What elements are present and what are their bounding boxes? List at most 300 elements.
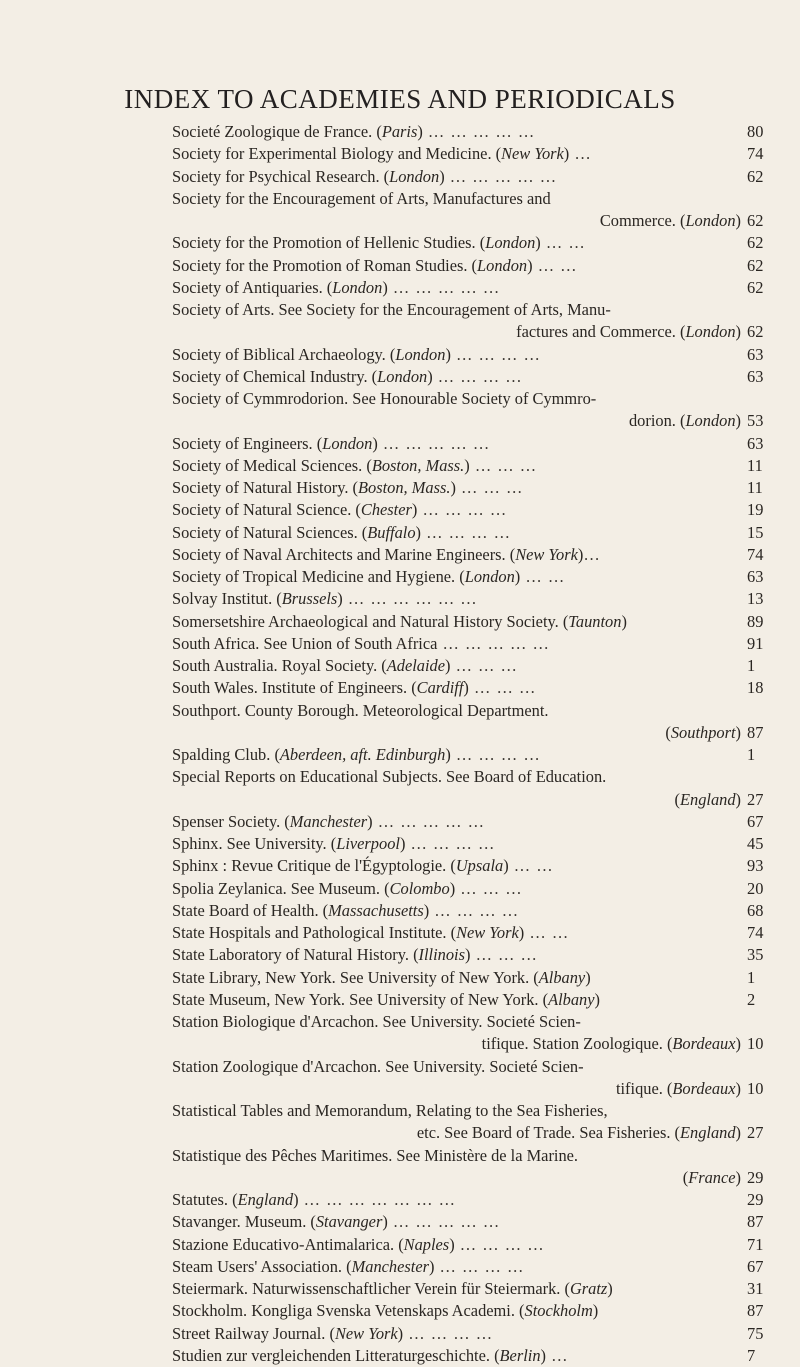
entry-text: Society of Chemical Industry. ( (172, 366, 378, 386)
page-number: 29 (747, 1167, 764, 1187)
entry-text: Solvay Institut. ( (172, 589, 282, 609)
entry-text: Society for the Promotion of Roman Studies. ( (172, 255, 478, 275)
leader-dots: … … … … (429, 900, 520, 920)
page-number: 89 (747, 611, 764, 631)
entry-location: Upsala (455, 856, 504, 876)
entry-text: Commerce. ( (599, 211, 686, 230)
entry-title (172, 700, 800, 722)
index-entry (172, 366, 800, 388)
page-number: 62 (747, 255, 764, 275)
leader-dots: … … … … (434, 1256, 525, 1276)
entry-title (172, 967, 800, 989)
entry-text: ) (592, 1301, 599, 1321)
index-entry (172, 588, 800, 610)
entry-text: ) (415, 522, 421, 542)
leader-dots: … … … … … (437, 633, 550, 653)
entry-location: Massachusetts (328, 900, 424, 920)
entry-location: England (237, 1190, 294, 1209)
entry-continuation (172, 210, 800, 232)
entry-location: New York (456, 923, 519, 942)
entry-location: Manchester (289, 811, 368, 831)
entry-text: ) (439, 166, 445, 186)
entry-text: ) (465, 945, 471, 965)
index-entry (172, 833, 800, 855)
entry-title (172, 433, 800, 455)
leader-dots: … (569, 144, 592, 164)
entry-title (172, 900, 800, 922)
entry-location: Cardiff (416, 678, 464, 698)
page-number: 19 (747, 500, 764, 520)
entry-title (172, 611, 800, 633)
entry-text: Sphinx : Revue Critique de l'Égyptologie. ( (172, 856, 456, 876)
entry-text: ) (563, 144, 570, 164)
index-entry (172, 299, 800, 344)
entry-title (172, 833, 800, 855)
index-entry (172, 455, 800, 477)
entry-location: Berlin (499, 1345, 541, 1365)
leader-dots: … … … (455, 878, 523, 898)
page-number: 10 (747, 1078, 764, 1098)
entry-title (172, 344, 800, 366)
entry-text: ) (607, 1279, 613, 1298)
page-number: 63 (747, 567, 764, 586)
leader-dots: … … … … … … … (298, 1190, 456, 1209)
index-entry (172, 655, 800, 677)
entry-text: ) (735, 1167, 741, 1187)
entry-text: etc. See Board of Trade. Sea Fisheries. ( (416, 1123, 680, 1143)
entry-text: Steiermark. Naturwissenschaftlicher Verein für Steiermark. ( (172, 1279, 570, 1298)
index-entry (172, 1011, 800, 1056)
entry-title (172, 1011, 800, 1033)
page-number: 62 (747, 211, 764, 230)
leader-dots: … … … (468, 678, 537, 698)
entry-text: ) (367, 811, 373, 831)
entry-text: Station Zoologique d'Arcachon. See University. Societé Scien- (172, 1056, 584, 1076)
entry-text: ) (735, 322, 741, 342)
entry-location: Aberdeen, aft. Edinburgh (279, 745, 446, 764)
entry-continuation (172, 1033, 800, 1055)
entry-text: Stockholm. Kongliga Svenska Vetenskaps Academi. ( (172, 1301, 525, 1321)
entry-text: ) (445, 344, 451, 364)
index-entry (172, 499, 800, 521)
entry-text: Society for Experimental Biology and Medicine. ( (172, 144, 502, 164)
leader-dots: … … … (470, 945, 538, 965)
entry-location: Bordeaux (672, 1078, 736, 1098)
entry-title (172, 989, 800, 1011)
entry-location: Buffalo (367, 522, 416, 542)
entry-text: ) (427, 366, 433, 386)
page-number: 68 (747, 900, 764, 920)
entry-text: ) (518, 923, 525, 942)
entry-location: Illinois (418, 945, 465, 965)
entry-text: Station Biologique d'Arcachon. See University. Societé Scien- (172, 1012, 581, 1031)
entry-location: Chester (360, 500, 412, 520)
index-entry (172, 143, 800, 165)
entry-text: Sphinx. See University. ( (172, 834, 337, 853)
entry-text: Statistique des Pêches Maritimes. See Ministère de la Marine. (172, 1145, 579, 1165)
entry-text: Society of Cymmrodorion. See Honourable Society of Cymmro- (172, 389, 597, 408)
entry-text: ( (682, 1167, 689, 1187)
index-entry (172, 811, 800, 833)
entry-text: ) (293, 1190, 299, 1209)
entry-text: Society of Arts. See Society for the Encouragement of Arts, Manu- (172, 300, 611, 319)
entry-text: South Wales. Institute of Engineers. ( (172, 678, 417, 698)
entry-text: ) (445, 745, 451, 764)
leader-dots: … … … … (405, 834, 496, 853)
index-entries (172, 121, 800, 1367)
page-number: 11 (747, 478, 763, 497)
entry-title (172, 1278, 800, 1300)
leader-dots: … … … … … (377, 433, 491, 453)
entry-location: Adelaide (386, 656, 445, 675)
page-number: 62 (747, 277, 764, 297)
index-entry (172, 677, 800, 699)
index-entry (172, 232, 800, 254)
index-entry (172, 967, 800, 989)
page-number: 1 (747, 656, 756, 675)
entry-text: ) (337, 589, 343, 609)
entry-continuation (172, 722, 800, 744)
entry-location: Albany (548, 989, 595, 1009)
entry-text: ) (735, 722, 741, 742)
page-number: 35 (747, 945, 764, 965)
entry-title (172, 255, 800, 277)
entry-title (172, 1300, 800, 1322)
entry-title (172, 121, 800, 143)
entry-text: ( (674, 789, 680, 809)
entry-title (172, 366, 800, 388)
page-number: 27 (747, 1123, 764, 1143)
page-number: 27 (747, 789, 764, 809)
entry-location: Taunton (568, 611, 622, 631)
entry-text: Somersetshire Archaeological and Natural History Society. ( (172, 611, 569, 631)
entry-title (172, 522, 800, 544)
entry-text: Spenser Society. ( (172, 811, 290, 831)
page-number: 20 (747, 878, 764, 898)
entry-text: Spalding Club. ( (172, 745, 280, 764)
page-number: 91 (747, 633, 764, 653)
entry-title (172, 655, 800, 677)
entry-text: ) (735, 1123, 741, 1143)
entry-text: ) (735, 789, 741, 809)
leader-dots: … … (540, 233, 586, 253)
entry-continuation (172, 410, 800, 432)
leader-dots: … … … … … (444, 166, 558, 186)
index-entry (172, 944, 800, 966)
index-entry (172, 522, 800, 544)
page-number: 74 (747, 144, 764, 164)
index-entry (172, 1300, 800, 1322)
index-entry (172, 1056, 800, 1101)
index-entry (172, 1211, 800, 1233)
entry-text: ) (423, 900, 430, 920)
leader-dots: … … … … (454, 1234, 545, 1254)
page-number: 67 (747, 811, 764, 831)
entry-text: ) (735, 1078, 741, 1098)
entry-text: ) (577, 544, 584, 564)
entry-text: South Australia. Royal Society. ( (172, 656, 387, 675)
entry-text: ) (417, 122, 423, 141)
entry-title (172, 277, 800, 299)
entry-title (172, 744, 800, 766)
page-number: 63 (747, 433, 764, 453)
entry-location: Gratz (569, 1279, 608, 1298)
index-entry (172, 1256, 800, 1278)
entry-location: Stavanger (315, 1212, 383, 1232)
page-number: 63 (747, 366, 764, 386)
index-entry (172, 1345, 800, 1367)
page-number: 63 (747, 344, 764, 364)
index-entry (172, 633, 800, 655)
page-number: 11 (747, 455, 763, 475)
entry-title (172, 1256, 800, 1278)
entry-text: Special Reports on Educational Subjects. See Board of Education. (172, 767, 607, 787)
page-number: 93 (747, 856, 764, 876)
index-entry (172, 188, 800, 233)
entry-location: Stockholm (524, 1301, 593, 1321)
entry-title (172, 766, 800, 788)
entry-text: Society of Tropical Medicine and Hygiene. ( (172, 567, 465, 586)
entry-title (172, 544, 800, 566)
entry-title (172, 588, 800, 610)
entry-title (172, 188, 800, 210)
index-entry (172, 1323, 800, 1345)
entry-title (172, 143, 800, 165)
entry-location: London (477, 255, 528, 275)
entry-title (172, 232, 800, 254)
entry-text: Society for the Encouragement of Arts, Manufactures and (172, 188, 551, 208)
index-entry (172, 344, 800, 366)
entry-text: ) (449, 878, 456, 898)
index-entry (172, 566, 800, 588)
index-entry (172, 744, 800, 766)
page-number: 67 (747, 1256, 764, 1276)
page-number: 62 (747, 233, 764, 253)
page-number: 18 (747, 678, 764, 698)
entry-text: ) (585, 967, 591, 987)
index-entry (172, 121, 800, 143)
entry-text: Statutes. ( (172, 1190, 238, 1209)
entry-location: Naples (403, 1234, 450, 1254)
entry-continuation (172, 1122, 800, 1144)
entry-location: Bordeaux (672, 1034, 736, 1054)
leader-dots: … … … (469, 455, 538, 475)
entry-location: Paris (381, 122, 418, 141)
page-number: 15 (747, 522, 764, 542)
page-number: 13 (747, 589, 764, 609)
index-entry (172, 477, 800, 499)
entry-location: London (322, 433, 373, 453)
page-number: 80 (747, 122, 764, 141)
entry-location: New York (334, 1323, 398, 1343)
entry-location: Colombo (389, 878, 450, 898)
entry-text: ) (463, 678, 469, 698)
entry-text: Society of Naval Architects and Marine Engineers. ( (172, 544, 516, 564)
entry-title (172, 455, 800, 477)
entry-title (172, 499, 800, 521)
entry-text: ) (382, 277, 388, 297)
entry-text: Society of Natural History. ( (172, 478, 359, 497)
entry-text: State Library, New York. See University of New York. ( (172, 967, 539, 987)
entry-text: Street Railway Journal. ( (172, 1323, 335, 1343)
entry-title (172, 166, 800, 188)
entry-text: ) (397, 1323, 404, 1343)
entry-text: South Africa. See Union of South Africa (172, 633, 438, 653)
entry-text: tifique. ( (615, 1078, 673, 1098)
entry-text: ) (411, 500, 418, 520)
entry-location: Boston, Mass. (358, 478, 451, 497)
entry-text: ) (445, 656, 451, 675)
entry-text: ) (450, 478, 456, 497)
leader-dots: … … … … … (387, 1212, 501, 1232)
entry-title (172, 1323, 800, 1345)
entry-location: London (685, 211, 736, 230)
entry-text: State Laboratory of Natural History. ( (172, 945, 419, 965)
entry-text: Society of Biblical Archaeology. ( (172, 344, 396, 364)
index-entry (172, 277, 800, 299)
leader-dots: … (545, 1345, 569, 1365)
entry-text: ( (665, 722, 671, 742)
entry-location: England (679, 1123, 736, 1143)
entry-location: Brussels (281, 589, 338, 609)
entry-location: Manchester (351, 1256, 429, 1276)
entry-title (172, 299, 800, 321)
entry-title (172, 1345, 800, 1367)
entry-title (172, 1100, 800, 1122)
entry-title (172, 388, 800, 410)
entry-text: Society of Engineers. ( (172, 433, 323, 453)
index-entry (172, 700, 800, 745)
entry-title (172, 922, 800, 944)
entry-text: ) (594, 989, 600, 1009)
index-entry (172, 922, 800, 944)
entry-text: Stavanger. Museum. ( (172, 1212, 316, 1232)
entry-title (172, 944, 800, 966)
entry-text: Society of Natural Science. ( (172, 500, 361, 520)
entry-text: Society of Natural Sciences. ( (172, 522, 368, 542)
leader-dots: … … … … … (422, 122, 536, 141)
entry-location: London (685, 411, 736, 431)
index-entry (172, 878, 800, 900)
entry-location: Boston, Mass. (371, 455, 465, 475)
index-entry (172, 166, 800, 188)
entry-text: State Board of Health. ( (172, 900, 329, 920)
entry-text: Studien zur vergleichenden Litteraturgeschichte. ( (172, 1345, 500, 1365)
entry-location: Liverpool (336, 834, 400, 853)
entry-location: London (389, 166, 440, 186)
entry-text: ) (735, 1034, 741, 1054)
index-entry (172, 989, 800, 1011)
entry-location: England (679, 789, 736, 809)
leader-dots: … … (508, 856, 554, 876)
entry-location: London (464, 567, 515, 586)
entry-text: ) (382, 1212, 388, 1232)
page-number: 74 (747, 923, 764, 942)
entry-text: ) (503, 856, 509, 876)
page-number: 75 (747, 1323, 764, 1343)
entry-text: Stazione Educativo-Antimalarica. ( (172, 1234, 404, 1254)
entry-title (172, 633, 800, 655)
leader-dots: … … … (450, 656, 518, 675)
page-number: 2 (747, 989, 756, 1009)
entry-continuation (172, 321, 800, 343)
leader-dots: … … (532, 255, 578, 275)
entry-text: ) (621, 611, 627, 631)
entry-title (172, 811, 800, 833)
entry-title (172, 566, 800, 588)
page-number: 45 (747, 834, 764, 853)
entry-title (172, 1145, 800, 1167)
index-entry (172, 611, 800, 633)
entry-text: ) (735, 411, 741, 431)
entry-text: ) (514, 567, 521, 586)
entry-text: ) (464, 455, 470, 475)
entry-text: Southport. County Borough. Meteorological Department. (172, 700, 549, 720)
entry-text: ) (540, 1345, 546, 1365)
entry-continuation (172, 1078, 800, 1100)
entry-text: tifique. Station Zoologique. ( (481, 1034, 673, 1054)
entry-title (172, 1056, 800, 1078)
page-number: 53 (747, 411, 764, 431)
entry-location: New York (515, 544, 578, 564)
entry-text: ) (535, 233, 541, 253)
index-entry (172, 900, 800, 922)
page-number: 87 (747, 1301, 764, 1321)
leader-dots: … … … … (421, 522, 511, 542)
entry-title (172, 855, 800, 877)
page-number: 87 (747, 722, 764, 742)
entry-text: Steam Users' Association. ( (172, 1256, 352, 1276)
leader-dots: … … (520, 567, 566, 586)
entry-location: Southport (670, 722, 736, 742)
page-number: 31 (747, 1279, 764, 1298)
entry-location: London (685, 322, 736, 342)
entry-title (172, 677, 800, 699)
page-number: 1 (747, 967, 756, 987)
index-entry (172, 544, 800, 566)
index-entry (172, 388, 800, 433)
entry-location: London (485, 233, 536, 253)
index-entry (172, 1278, 800, 1300)
leader-dots: … … … … (450, 745, 541, 764)
entry-title (172, 1234, 800, 1256)
index-entry (172, 855, 800, 877)
entry-text: Society of Antiquaries. ( (172, 277, 333, 297)
entry-location: London (395, 344, 446, 364)
entry-text: State Hospitals and Pathological Institute. ( (172, 923, 457, 942)
entry-title (172, 1211, 800, 1233)
leader-dots: … (583, 544, 601, 564)
page-number: 74 (747, 544, 764, 564)
page-heading: INDEX TO ACADEMIES AND PERIODICALS (124, 84, 676, 114)
entry-title (172, 1189, 800, 1211)
entry-location: London (332, 277, 383, 297)
index-entry (172, 1145, 800, 1190)
entry-text: Society of Medical Sciences. ( (172, 455, 372, 475)
entry-text: Statistical Tables and Memorandum, Relating to the Sea Fisheries, (172, 1101, 608, 1120)
index-entry (172, 1234, 800, 1256)
entry-text: ) (399, 834, 406, 853)
entry-title (172, 878, 800, 900)
leader-dots: … … … … (450, 344, 541, 364)
entry-text: ) (735, 211, 741, 230)
entry-continuation (172, 789, 800, 811)
page-number: 29 (747, 1190, 764, 1209)
page-number: 62 (747, 322, 764, 342)
entry-continuation (172, 1167, 800, 1189)
page-number: 1 (747, 745, 756, 764)
index-entry (172, 1100, 800, 1145)
